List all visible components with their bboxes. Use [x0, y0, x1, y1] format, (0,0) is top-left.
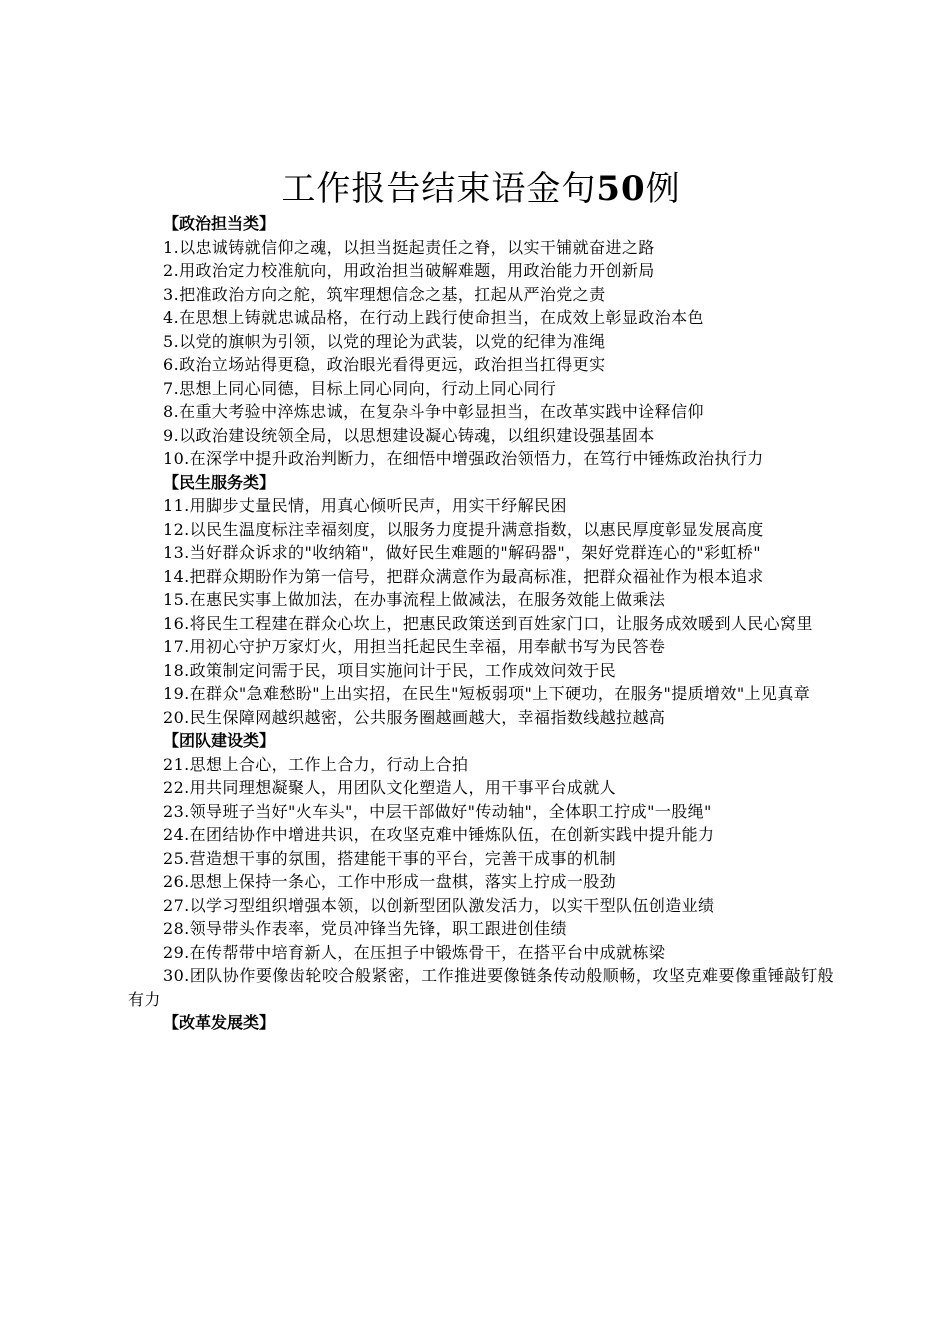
list-item: 28.领导带头作表率，党员冲锋当先锋，职工跟进创佳绩	[163, 919, 567, 938]
list-item: 2.用政治定力校准航向，用政治担当破解难题，用政治能力开创新局	[163, 261, 655, 280]
title-suffix: 例	[645, 169, 681, 209]
list-item: 20.民生保障网越织越密，公共服务圈越画越大，幸福指数线越拉越高	[163, 707, 666, 727]
list-item: 16.将民生工程建在群众心坎上，把惠民政策送到百姓家门口，让服务成效暖到人民心窝里	[163, 613, 813, 633]
list-item: 25.营造想干事的氛围，搭建能干事的平台，完善干成事的机制	[163, 848, 617, 868]
section-team	[128, 729, 834, 1011]
list-item: 19.在群众"急难愁盼"上出实招，在民生"短板弱项"上下硬功，在服务"提质增效"上见真章	[163, 684, 811, 703]
list-item: 27.以学习型组织增强本领，以创新型团队激发活力，以实干型队伍创造业绩	[163, 895, 715, 915]
list-item: 17.用初心守护万家灯火，用担当托起民生幸福，用奉献书写为民答卷	[163, 637, 666, 656]
section-heading: 【改革发展类】	[163, 1013, 276, 1032]
title-number: 50	[596, 169, 646, 209]
section-political	[128, 212, 834, 471]
section-livelihood	[128, 471, 834, 730]
list-item: 26.思想上保持一条心，工作中形成一盘棋，落实上拧成一股劲	[163, 872, 617, 891]
list-item: 10.在深学中提升政治判断力，在细悟中增强政治领悟力，在笃行中锤炼政治执行力	[163, 449, 764, 468]
section-heading: 【团队建设类】	[163, 731, 276, 750]
list-item: 1.以忠诚铸就信仰之魂，以担当挺起责任之脊，以实干铺就奋进之路	[163, 237, 655, 257]
list-item: 3.把准政治方向之舵，筑牢理想信念之基，扛起从严治党之责	[163, 284, 606, 304]
list-item: 30.团队协作要像齿轮咬合般紧密，工作推进要像链条传动般顺畅，攻坚克难要像重锤敲钉般有力	[128, 966, 834, 1009]
section-reform	[128, 1011, 834, 1035]
list-item: 5.以党的旗帜为引领，以党的理论为武装，以党的纪律为准绳	[163, 331, 606, 351]
list-item: 8.在重大考验中淬炼忠诚，在复杂斗争中彰显担当，在改革实践中诠释信仰	[163, 402, 704, 421]
list-item: 22.用共同理想凝聚人，用团队文化塑造人，用干事平台成就人	[163, 778, 617, 797]
list-item: 6.政治立场站得更稳，政治眼光看得更远，政治担当扛得更实	[163, 355, 606, 374]
list-item: 13.当好群众诉求的"收纳箱"，做好民生难题的"解码器"，架好党群连心的"彩虹桥"	[163, 543, 762, 562]
section-heading: 【政治担当类】	[163, 214, 276, 233]
list-item: 29.在传帮带中培育新人，在压担子中锻炼骨干，在搭平台中成就栋梁	[163, 942, 666, 962]
list-item: 9.以政治建设统领全局，以思想建设凝心铸魂，以组织建设强基固本	[163, 425, 655, 445]
document-page	[128, 166, 834, 1035]
list-item: 21.思想上合心，工作上合力，行动上合拍	[163, 754, 469, 774]
document-title	[128, 166, 834, 212]
list-item: 12.以民生温度标注幸福刻度，以服务力度提升满意指数，以惠民厚度彰显发展高度	[163, 519, 764, 539]
list-item: 23.领导班子当好"火车头"，中层干部做好"传动轴"，全体职工拧成"一股绳"	[163, 801, 712, 821]
list-item: 4.在思想上铸就忠诚品格，在行动上践行使命担当，在成效上彰显政治本色	[163, 308, 704, 327]
list-item: 18.政策制定问需于民，项目实施问计于民，工作成效问效于民	[163, 660, 617, 680]
title-text: 工作报告结束语金句	[281, 169, 597, 209]
list-item: 7.思想上同心同德，目标上同心同向，行动上同心同行	[163, 378, 557, 398]
section-heading: 【民生服务类】	[163, 472, 276, 492]
list-item: 11.用脚步丈量民情，用真心倾听民声，用实干纾解民困	[163, 496, 567, 515]
list-item: 15.在惠民实事上做加法，在办事流程上做减法，在服务效能上做乘法	[163, 590, 666, 609]
list-item: 24.在团结协作中增进共识，在攻坚克难中锤炼队伍，在创新实践中提升能力	[163, 825, 715, 844]
list-item: 14.把群众期盼作为第一信号，把群众满意作为最高标准，把群众福祉作为根本追求	[163, 566, 764, 586]
